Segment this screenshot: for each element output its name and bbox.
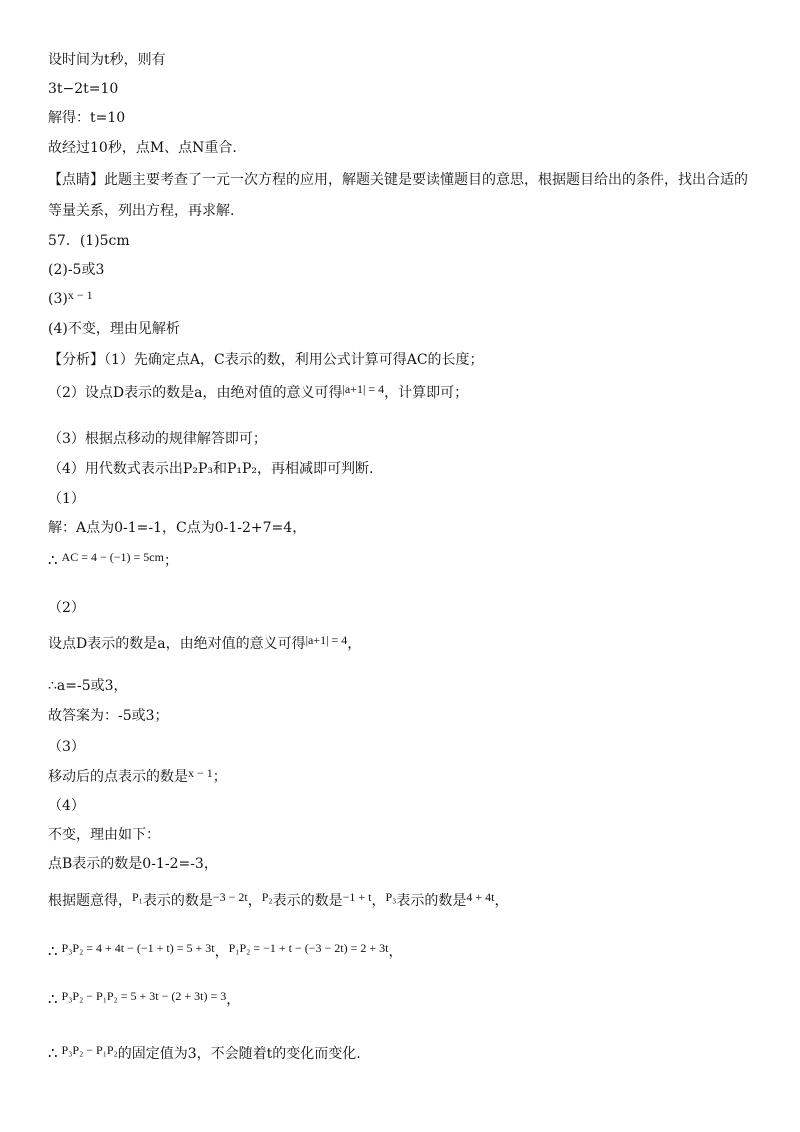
therefore-symbol: ∴ (48, 1044, 58, 1062)
solution-part-1-result (48, 551, 178, 570)
solution-part-4-intro: 不变，理由如下： (48, 827, 160, 843)
punctuation: ， (347, 636, 362, 652)
math-expression: 4 + 4t (466, 890, 495, 904)
solution-text: 表示的数是 (272, 893, 343, 909)
point-p1: P₁ (132, 890, 143, 904)
math-expression: x − 1 (188, 766, 213, 780)
solution-text: 表示的数是 (142, 893, 213, 909)
analysis-line-4: （4）用代数式表示出P₂P₃和P₁P₂，再相减即可判断. (48, 461, 374, 477)
math-expression: |a+1| = 4 (305, 633, 348, 647)
math-expression: P₃P₂ = 4 + 4t − (−1 + t) = 5 + 3t (61, 941, 215, 955)
math-expression: AC = 4 − (−1) = 5cm (61, 550, 164, 564)
conclusion-line: 故经过10秒，点M、点N重合. (48, 140, 237, 156)
solution-part-2-answer: 故答案为：-5或3； (48, 708, 169, 724)
solution-text: 设点D表示的数是a，由绝对值的意义可得 (48, 636, 306, 652)
part-2-label: （2） (48, 600, 85, 616)
therefore-symbol: ∴ (48, 551, 58, 569)
math-expression: P₃P₂ − P₁P₂ = 5 + 3t − (2 + 3t) = 3 (61, 989, 227, 1003)
comment-line-1: 【点睛】此题主要考查了一元一次方程的应用，解题关键是要读懂题目的意思，根据题目给出的条件，找出合适的 (48, 172, 748, 188)
math-expression: P₃P₂ − P₁P₂ (61, 1043, 118, 1057)
solution-text: 表示的数是 (396, 893, 467, 909)
solution-part-1: 解：A点为0-1=-1，C点为0-1-2+7=4， (48, 520, 307, 536)
question-57-answer-1: 57．(1)5cm (48, 233, 130, 249)
answer-3-label: (3) (48, 291, 68, 307)
equation-line: 3t−2t=10 (48, 81, 119, 97)
part-1-label: （1） (48, 491, 85, 507)
analysis-line-1: 【分析】（1）先确定点A，C表示的数，利用公式计算可得AC的长度； (48, 352, 484, 368)
math-expression: |a+1| = 4 (342, 382, 385, 396)
analysis-text: ，计算即可； (384, 385, 469, 401)
point-b-value: 点B表示的数是0-1-2=-3， (48, 856, 218, 872)
text-line-time: 设时间为t秒，则有 (48, 52, 166, 68)
distance-equations: ∴ P₃P₂ = 4 + 4t − (−1 + t) = 5 + 3t，P₁P₂ = −1 + t − (−3 − 2t) = 2 + 3t， (48, 941, 403, 960)
punctuation: ； (212, 769, 227, 785)
solution-text: 移动后的点表示的数是 (48, 769, 188, 785)
part-4-label: （4） (48, 798, 85, 814)
point-values-line: 根据题意得，P₁表示的数是−3 − 2t，P₂表示的数是−1 + t，P₃表示的数是4 + 4t， (48, 890, 509, 909)
solution-line: 解得：t=10 (48, 110, 126, 126)
math-expression: x − 1 (67, 288, 93, 302)
answer-4: (4)不变，理由见解析 (48, 321, 180, 337)
solution-part-2 (48, 635, 361, 653)
analysis-line-3: （3）根据点移动的规律解答即可； (48, 431, 267, 447)
solution-part-3 (48, 768, 227, 786)
math-expression: −3 − 2t (212, 890, 248, 904)
point-p3: P₃ (385, 890, 397, 904)
solution-part-2-result: ∴a=-5或3， (48, 678, 128, 694)
point-p2: P₂ (261, 890, 273, 904)
math-expression: −1 + t (342, 890, 372, 904)
final-conclusion (48, 1044, 361, 1063)
solution-text: 的固定值为3，不会随着t的变化而变化. (117, 1046, 361, 1062)
answer-3 (48, 290, 93, 308)
difference-equation: ∴ P₃P₂ − P₁P₂ = 5 + 3t − (2 + 3t) = 3， (48, 989, 241, 1008)
analysis-line-2 (48, 384, 468, 402)
analysis-text: （2）设点D表示的数是a，由绝对值的意义可得 (48, 385, 343, 401)
part-3-label: （3） (48, 739, 85, 755)
punctuation: ； (163, 553, 178, 569)
math-expression: P₁P₂ = −1 + t − (−3 − 2t) = 2 + 3t (228, 941, 389, 955)
therefore-symbol: ∴ (48, 942, 58, 960)
solution-text: 根据题意得， (48, 893, 132, 909)
answer-2: (2)-5或3 (48, 262, 105, 278)
comment-line-2: 等量关系，列出方程，再求解. (48, 203, 235, 219)
therefore-symbol: ∴ (48, 990, 58, 1008)
